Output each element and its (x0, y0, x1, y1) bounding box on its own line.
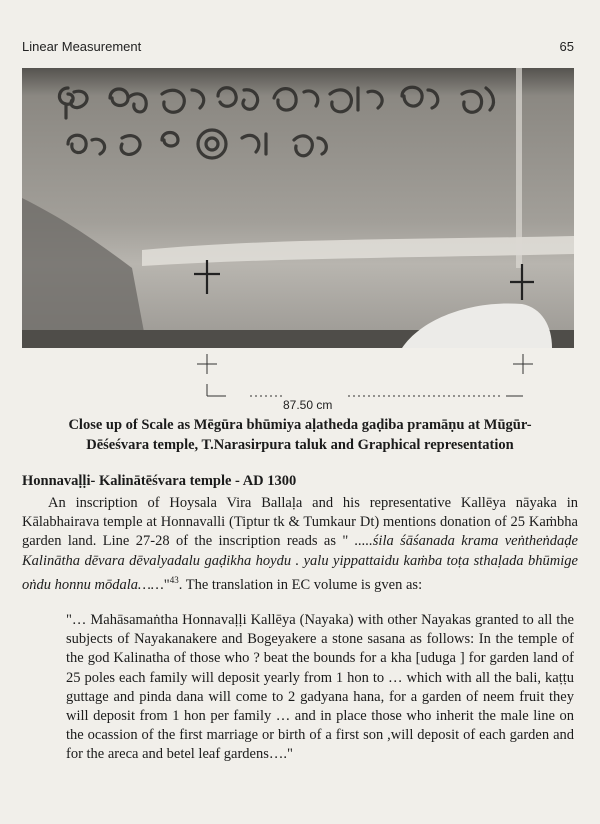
quote-close: " (163, 576, 170, 593)
measurement-label: 87.50 cm (283, 398, 333, 412)
body-intro: An inscription of Hoysala Vira Ballaḷa and his representative Kallēya nāyaka in Kālabhairava temple at Honnavalli (Tiptur tk & Tumkaur Dt) mentions donation of 25 Kaṁbha garden land. Line 27-28 of the inscription reads as " (22, 495, 578, 550)
footnote-ref: 43 (169, 574, 179, 585)
caption-line-2: Dēśeśvara temple, T.Narasirpura taluk and Graphical representation (86, 437, 514, 453)
inscription-photo (22, 68, 574, 348)
page-number: 65 (559, 39, 574, 54)
section-title: Honnavaḷḷi- Kalinātēśvara temple - AD 1300 (22, 473, 297, 489)
page-header (22, 39, 574, 54)
inscription-text: .....śila śāśanada krama veṅtheṅdaḍe Kalinātha dēvara dēvalyadalu gaḍikha hoydu . yalu yippattaidu kaṁba toṭa sthaḷada bhūmige oṅdu honnu mōdala…… (22, 533, 578, 593)
body-outro: . The translation in EC volume is gven as: (178, 576, 423, 593)
body-paragraph (22, 494, 578, 595)
translation-quote (66, 611, 574, 765)
running-title: Linear Measurement (22, 39, 142, 54)
quote-text: "… Mahāsamaṅtha Honnavaḷḷi Kallēya (Nayaka) with other Nayakas granted to all the subjects of Nayakanakere and Bogeyakere a stone sasana as follows: In the temple of the god Kalinatha of those who ? beat the bounds for a kha [uduga ] for garden land of 25 poles each family will deposit yearly from 1 hon to … which with all the bali, kaṭṭu guttage and pinda dana will come to 2 gadyana hana, for a garden of neem fruit they will deposit from 1 hon per family … and in place those who inherit the male line on the ocassion of the first marriage or birth of a first son ,will deposit of each garden and for the areca and betel leaf gardens…." (66, 612, 574, 763)
caption-line-1: Close up of Scale as Mēgūra bhūmiya aḷatheda gaḍiba pramāṇu at Mūgūr- (68, 417, 532, 433)
inscription-photo-art (22, 68, 574, 348)
figure-caption (30, 415, 570, 455)
